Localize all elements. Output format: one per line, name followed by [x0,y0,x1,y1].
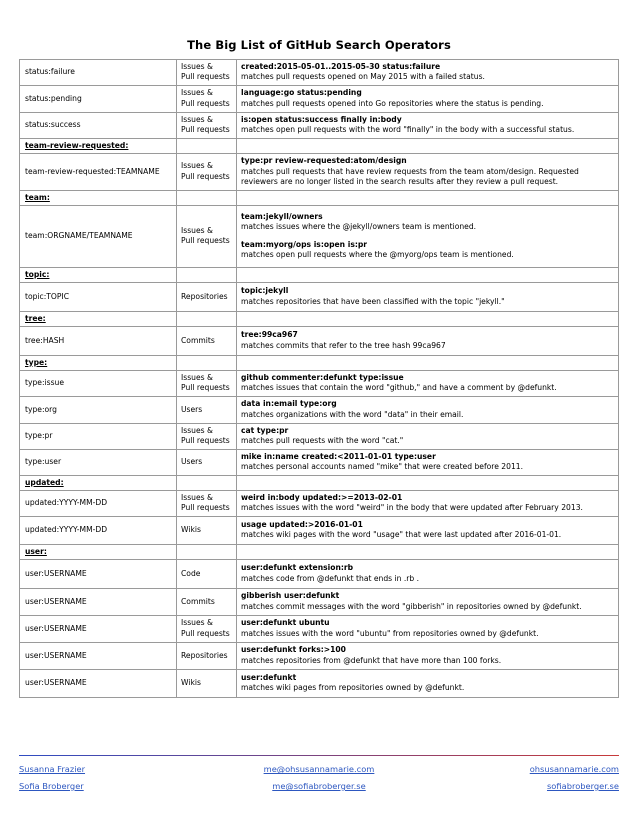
scope-cell [177,112,237,138]
example-query: user:defunkt forks:>100 [241,645,346,655]
operator-row [20,559,619,588]
scope-line: Users [181,457,203,467]
operator-cell: type:pr [20,423,177,449]
empty-cell [177,311,237,326]
example-description: matches issues that contain the word "github," and have a comment by @defunkt. [241,383,557,393]
example-description: matches pull requests opened on May 2015 with a failed status. [241,72,485,82]
block-spacer [241,233,614,240]
operators-table [19,59,619,698]
operator-row [20,588,619,615]
operator-cell: user:USERNAME [20,559,177,588]
scope-line: Pull requests [181,72,230,82]
example-description: matches wiki pages with the word "usage" that were last updated after 2016-01-01. [241,530,562,540]
section-label: type: [20,355,177,370]
empty-cell [177,544,237,559]
operator-cell: type:user [20,449,177,475]
scope-line: Commits [181,596,215,606]
example-cell [237,559,619,588]
operator-row [20,282,619,311]
example-cell [237,516,619,544]
example-cell [237,449,619,475]
section-header-row [20,138,619,153]
scope-line: Users [181,404,203,414]
operator-row [20,423,619,449]
example-description: matches open pull requests with the word "finally" in the body with a successful status. [241,125,575,135]
scope-cell [177,588,237,615]
example-query: usage updated:>2016-01-01 [241,519,363,529]
scope-line: Pull requests [181,236,230,246]
operator-row [20,396,619,423]
operator-cell: updated:YYYY-MM-DD [20,516,177,544]
example-cell [237,205,619,267]
operator-cell: status:pending [20,85,177,112]
example-cell [237,396,619,423]
operator-row [20,60,619,86]
operator-cell: team:ORGNAME/TEAMNAME [20,205,177,267]
operator-row [20,449,619,475]
example-cell [237,60,619,86]
section-label: team: [20,190,177,205]
example-query: language:go status:pending [241,88,362,98]
empty-cell [237,138,619,153]
page-title: The Big List of GitHub Search Operators [187,38,451,52]
operator-cell: type:org [20,396,177,423]
scope-line: Issues & [181,372,213,382]
example-cell [237,588,619,615]
example-cell [237,112,619,138]
empty-cell [237,267,619,282]
operator-row [20,615,619,642]
scope-line: Code [181,568,201,578]
footer-line-1 [19,764,619,776]
operator-cell: status:success [20,112,177,138]
operator-row [20,112,619,138]
section-label: tree: [20,311,177,326]
operator-cell: updated:YYYY-MM-DD [20,490,177,516]
example-cell [237,669,619,697]
scope-cell [177,642,237,669]
example-cell [237,326,619,355]
scope-cell [177,423,237,449]
operator-cell: type:issue [20,370,177,396]
scope-line: Pull requests [181,98,230,108]
operator-row [20,669,619,697]
scope-line: Commits [181,335,215,345]
scope-line: Issues & [181,225,213,235]
example-description: matches commit messages with the word "gibberish" in repositories owned by @defunkt. [241,601,582,611]
section-header-row [20,267,619,282]
scope-cell [177,60,237,86]
section-header-row [20,190,619,205]
example-cell [237,282,619,311]
operator-cell: tree:HASH [20,326,177,355]
example-query: tree:99ca967 [241,330,298,340]
empty-cell [237,475,619,490]
empty-cell [237,190,619,205]
example-description: matches wiki pages from repositories owned by @defunkt. [241,683,465,693]
scope-line: Issues & [181,425,213,435]
scope-line: Repositories [181,650,228,660]
empty-cell [177,190,237,205]
example-description: matches pull requests with the word "cat." [241,436,404,446]
footer-line-2 [19,781,619,793]
section-header-row [20,311,619,326]
example-query: weird in:body updated:>=2013-02-01 [241,492,403,502]
scope-cell [177,516,237,544]
scope-line: Repositories [181,291,228,301]
scope-line: Issues & [181,114,213,124]
scope-cell [177,559,237,588]
example-description: matches issues where the @jekyll/owners team is mentioned. [241,222,477,232]
operator-cell: user:USERNAME [20,669,177,697]
author-website-link[interactable]: ohsusannamarie.com [529,764,619,774]
scope-cell [177,205,237,267]
example-query: gibberish user:defunkt [241,591,340,601]
example-query: team:myorg/ops is:open is:pr [241,239,368,249]
operator-row [20,370,619,396]
scope-cell [177,396,237,423]
scope-line: Pull requests [181,125,230,135]
example-description: matches organizations with the word "data" in their email. [241,409,464,419]
example-cell [237,423,619,449]
scope-line: Issues & [181,492,213,502]
operator-row [20,153,619,190]
scope-cell [177,326,237,355]
scope-cell [177,370,237,396]
example-description: matches repositories from @defunkt that have more than 100 forks. [241,655,502,665]
example-query: github commenter:defunkt type:issue [241,372,404,382]
footer-divider [19,755,619,756]
example-description: matches issues with the word "ubuntu" from repositories owned by @defunkt. [241,628,539,638]
scope-line: Issues & [181,62,213,71]
example-query: team:jekyll/owners [241,212,323,221]
empty-cell [177,475,237,490]
example-query: user:defunkt [241,672,297,682]
example-query: data in:email type:org [241,399,337,409]
example-cell [237,153,619,190]
section-label: team-review-requested: [20,138,177,153]
scope-line: Wikis [181,525,201,535]
scope-line: Wikis [181,678,201,688]
scope-line: Pull requests [181,503,230,513]
empty-cell [177,138,237,153]
operators-table-body [20,60,619,698]
example-description: matches pull requests opened into Go repositories where the status is pending. [241,98,544,108]
scope-line: Pull requests [181,171,230,181]
example-query: is:open status:success finally in:body [241,114,402,124]
example-cell [237,642,619,669]
operator-cell: user:USERNAME [20,588,177,615]
empty-cell [237,355,619,370]
example-description: matches open pull requests where the @myorg/ops team is mentioned. [241,250,514,260]
example-query: user:defunkt ubuntu [241,618,330,628]
example-cell [237,370,619,396]
example-description: matches pull requests that have review requests from the team atom/design. Requested reviewers are no longer listed in the search results after they review a pull request. [241,166,579,187]
section-header-row [20,475,619,490]
scope-line: Issues & [181,88,213,98]
example-query: cat type:pr [241,425,289,435]
example-cell [237,85,619,112]
operator-row [20,85,619,112]
operator-row [20,516,619,544]
author-email-link[interactable]: me@sofiabroberger.se [272,781,366,791]
example-query: topic:jekyll [241,286,289,296]
operator-row [20,326,619,355]
operator-cell: user:USERNAME [20,642,177,669]
example-description: matches repositories that have been classified with the topic "jekyll." [241,296,505,306]
operator-cell: team-review-requested:TEAMNAME [20,153,177,190]
example-query: created:2015-05-01..2015-05-30 status:failure [241,62,441,71]
section-header-row [20,355,619,370]
author-name-link[interactable]: Sofia Broberger [19,781,84,791]
scope-cell [177,85,237,112]
scope-cell [177,449,237,475]
scope-line: Pull requests [181,436,230,446]
scope-cell [177,490,237,516]
author-email-link[interactable]: me@ohsusannamarie.com [263,764,375,774]
example-description: matches issues with the word "weird" in the body that were updated after February 2013. [241,503,583,513]
empty-cell [177,267,237,282]
empty-cell [237,311,619,326]
section-label: topic: [20,267,177,282]
operator-row [20,642,619,669]
operator-row [20,205,619,267]
example-description: matches code from @defunkt that ends in .rb . [241,573,420,583]
example-cell [237,490,619,516]
operator-cell: topic:TOPIC [20,282,177,311]
scope-cell [177,669,237,697]
scope-cell [177,615,237,642]
scope-cell [177,153,237,190]
example-description: matches personal accounts named "mike" that were created before 2011. [241,462,524,472]
example-query: type:pr review-requested:atom/design [241,156,407,166]
scope-cell [177,282,237,311]
author-website-link[interactable]: sofiabroberger.se [546,781,619,791]
example-query: mike in:name created:<2011-01-01 type:user [241,451,436,461]
scope-line: Pull requests [181,383,230,393]
section-label: updated: [20,475,177,490]
example-cell [237,615,619,642]
scope-line: Issues & [181,161,213,171]
section-label: user: [20,544,177,559]
empty-cell [177,355,237,370]
section-header-row [20,544,619,559]
scope-line: Pull requests [181,628,230,638]
operator-row [20,490,619,516]
scope-line: Issues & [181,618,213,628]
operator-cell: status:failure [20,60,177,86]
operator-cell: user:USERNAME [20,615,177,642]
example-query: user:defunkt extension:rb [241,563,354,573]
empty-cell [237,544,619,559]
author-name-link[interactable]: Susanna Frazier [19,764,86,774]
example-description: matches commits that refer to the tree hash 99ca967 [241,340,446,350]
